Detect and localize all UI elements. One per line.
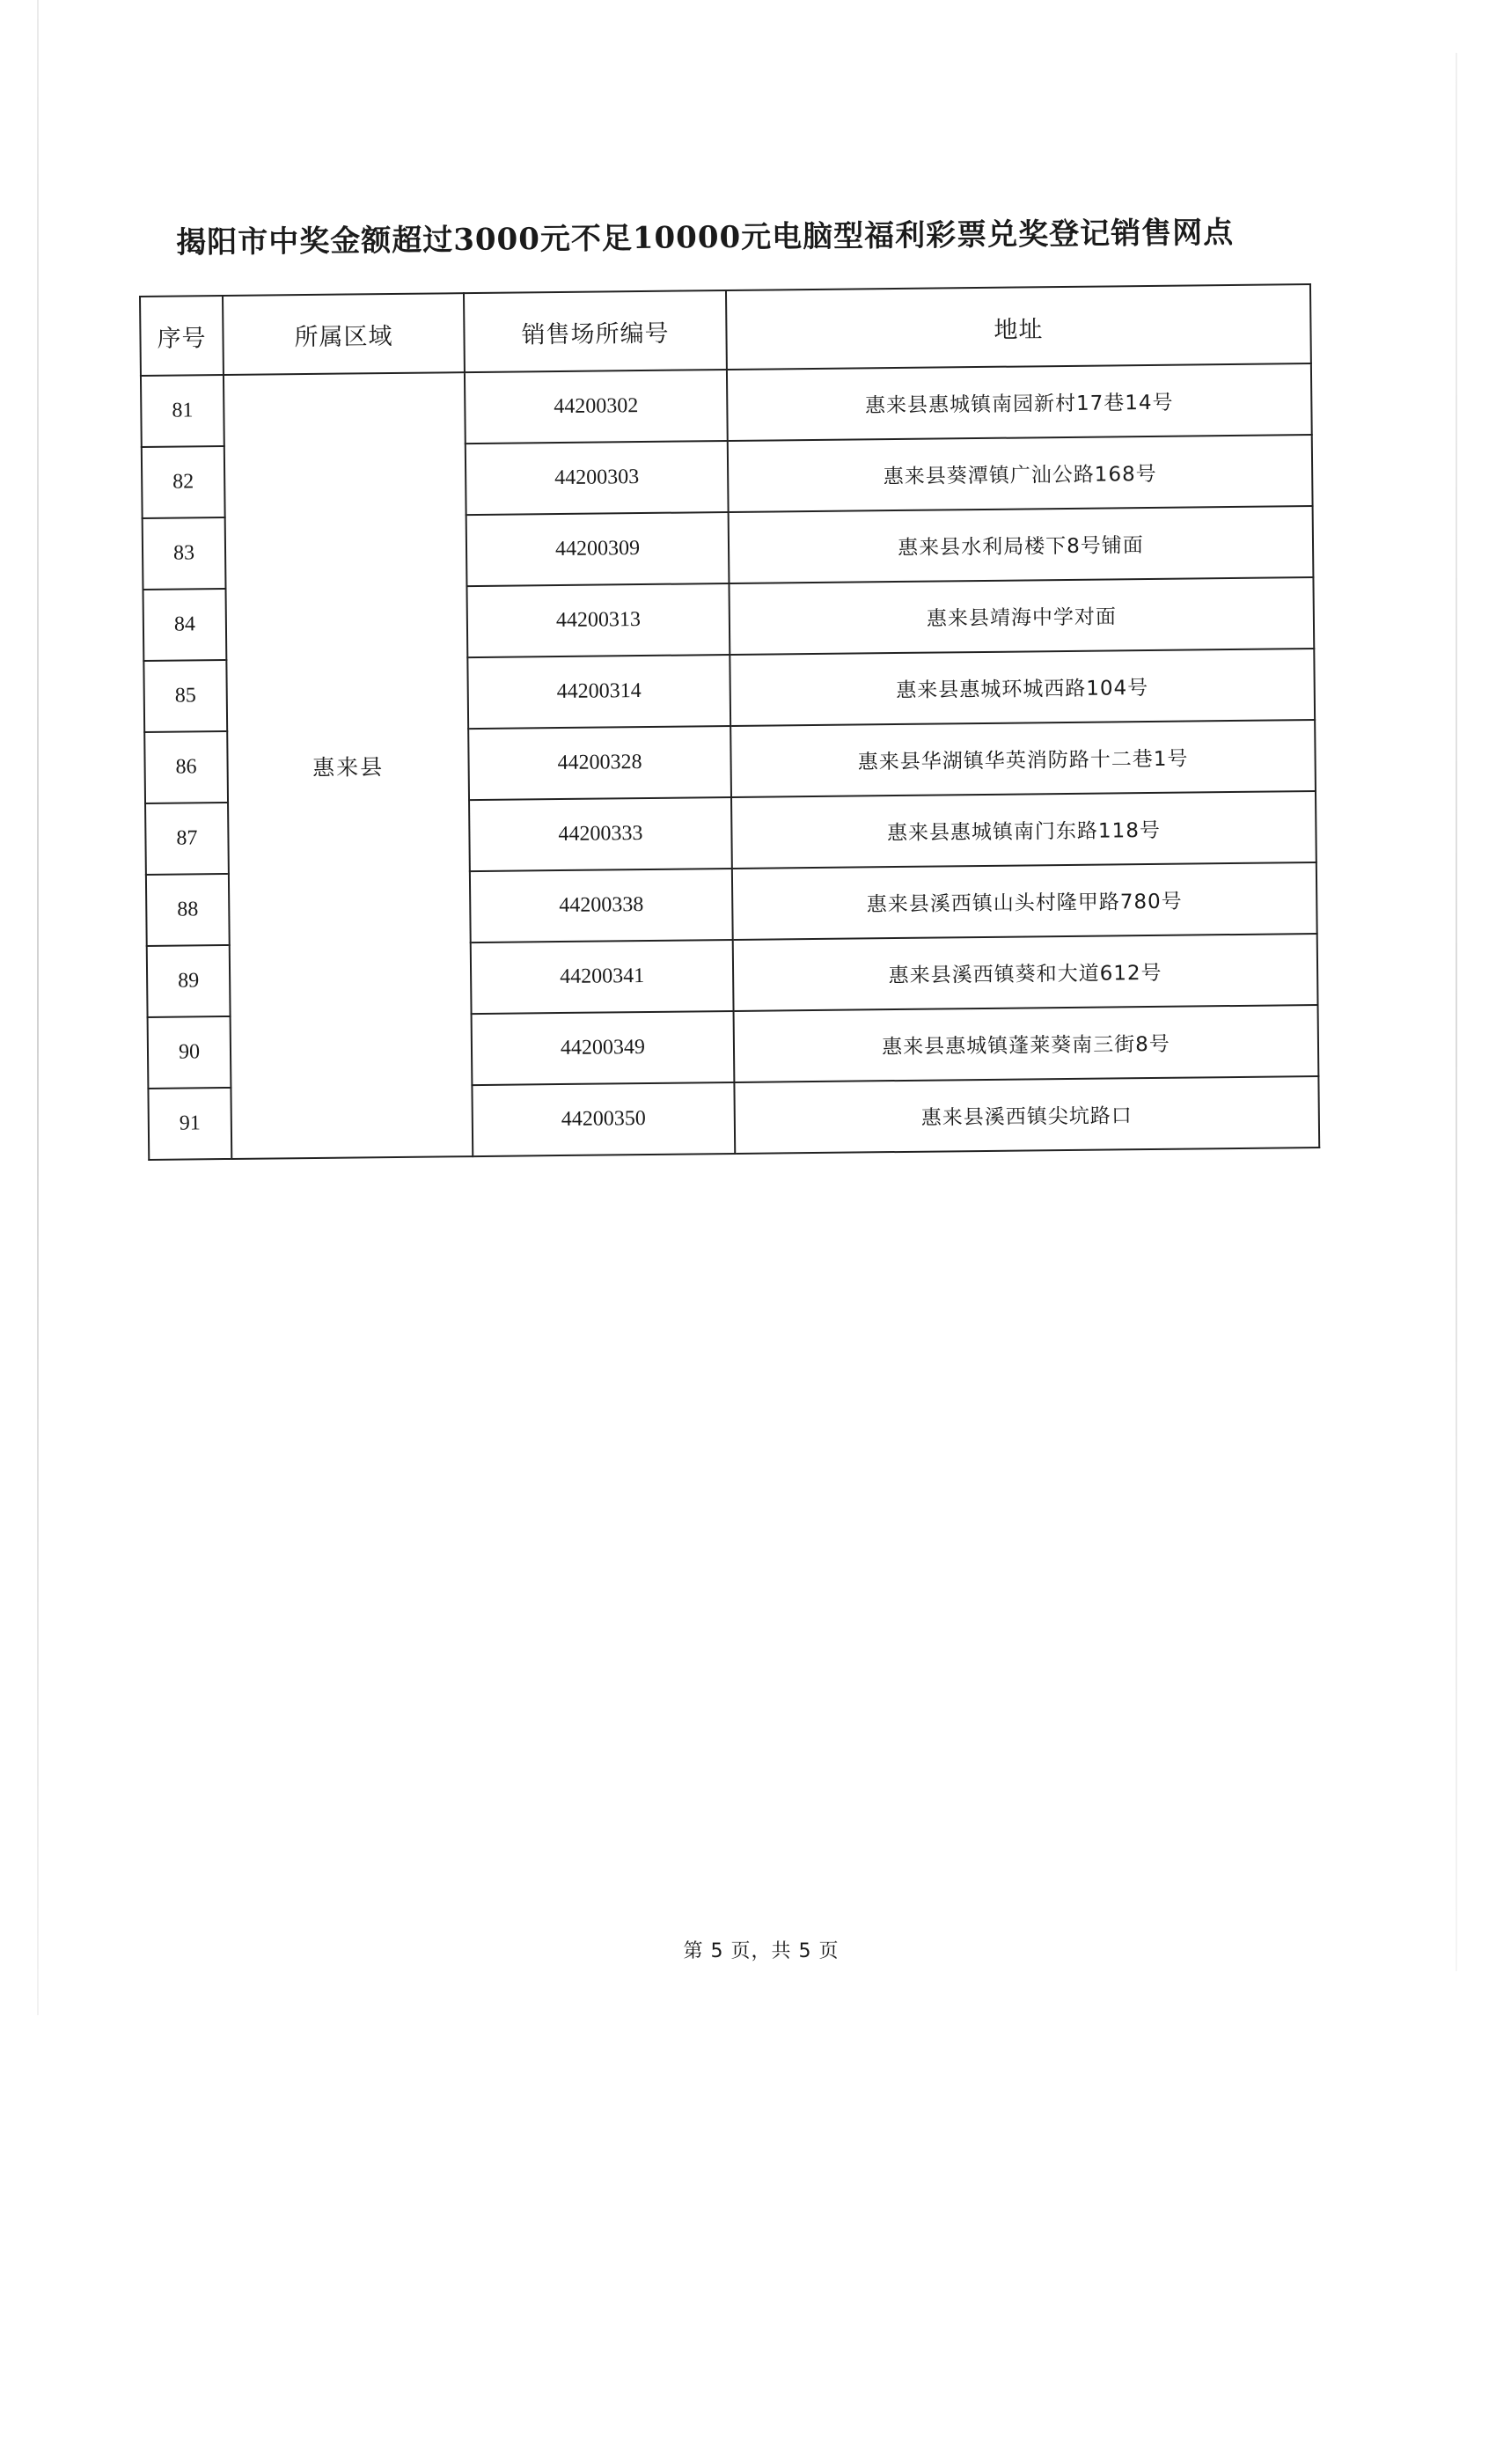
cell-code: 44200338	[470, 869, 733, 942]
cell-seq: 88	[146, 874, 230, 946]
cell-seq: 86	[144, 731, 228, 803]
header-code: 销售场所编号	[464, 290, 727, 372]
header-seq: 序号	[140, 296, 224, 376]
cell-region: 惠来县	[224, 372, 473, 1159]
cell-address: 惠来县惠城镇南门东路118号	[731, 791, 1316, 869]
cell-address: 惠来县惠城环城西路104号	[730, 649, 1315, 726]
cell-seq: 85	[143, 660, 227, 732]
cell-code: 44200309	[466, 512, 730, 586]
cell-address: 惠来县华湖镇华英消防路十二巷1号	[730, 720, 1316, 797]
cell-seq: 84	[143, 589, 226, 661]
cell-code: 44200328	[468, 726, 731, 800]
cell-address: 惠来县葵潭镇广汕公路168号	[728, 435, 1313, 512]
cell-code: 44200333	[469, 797, 732, 871]
header-region: 所属区域	[223, 293, 465, 375]
cell-seq: 83	[143, 517, 226, 590]
cell-address: 惠来县水利局楼下8号铺面	[729, 506, 1314, 583]
scan-edge-right	[1456, 53, 1457, 1971]
page-title: 揭阳市中奖金额超过3000元不足10000元电脑型福利彩票兑奖登记销售网点	[176, 215, 1235, 260]
cell-code: 44200349	[472, 1011, 735, 1085]
cell-code: 44200313	[466, 583, 730, 657]
cell-code: 44200341	[471, 940, 734, 1014]
cell-address: 惠来县溪西镇葵和大道612号	[733, 934, 1318, 1011]
cell-address: 惠来县溪西镇山头村隆甲路780号	[732, 862, 1317, 940]
outlet-table-container	[139, 283, 1320, 1161]
cell-code: 44200350	[472, 1082, 735, 1156]
cell-address: 惠来县靖海中学对面	[729, 577, 1314, 655]
table-row	[141, 363, 1312, 447]
cell-seq: 89	[147, 945, 231, 1017]
cell-code: 44200303	[466, 441, 729, 515]
cell-seq: 82	[142, 446, 225, 518]
cell-address: 惠来县惠城镇蓬莱葵南三街8号	[734, 1005, 1319, 1082]
page-footer: 第 5 页，共 5 页	[683, 1940, 840, 1962]
cell-seq: 87	[145, 803, 229, 875]
table-header-row	[140, 284, 1311, 376]
cell-address: 惠来县惠城镇南园新村17巷14号	[727, 363, 1312, 441]
cell-code: 44200302	[465, 370, 728, 444]
cell-address: 惠来县溪西镇尖坑路口	[734, 1076, 1319, 1154]
header-address: 地址	[726, 284, 1311, 370]
outlet-table	[139, 283, 1320, 1161]
cell-seq: 81	[141, 375, 224, 447]
cell-seq: 91	[148, 1088, 231, 1160]
cell-code: 44200314	[467, 655, 730, 729]
scan-edge-left	[37, 0, 39, 2015]
cell-seq: 90	[148, 1016, 231, 1089]
